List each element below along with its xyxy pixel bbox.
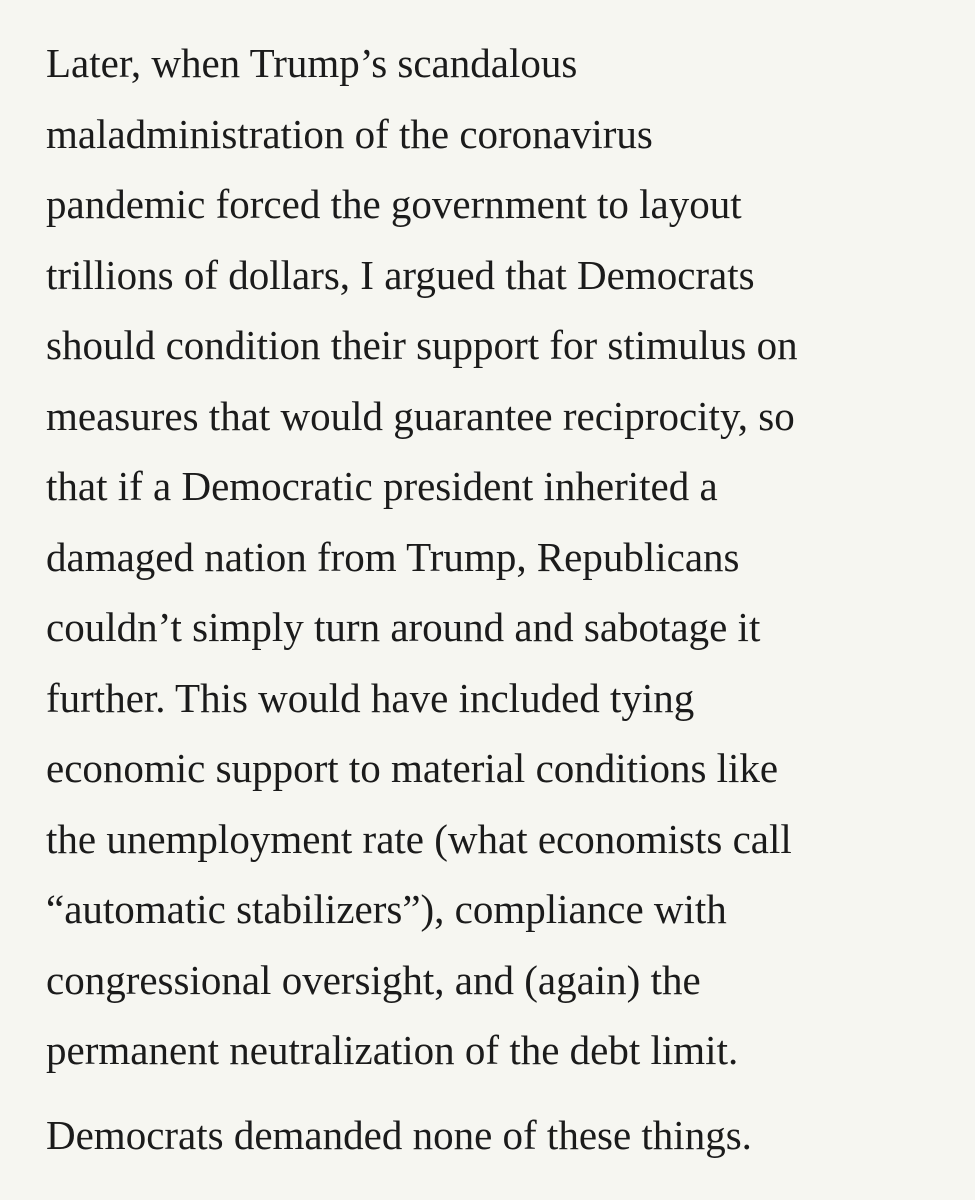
paragraph-1-line-11: economic support to material conditions like [46, 745, 779, 791]
paragraph-1-line-8: damaged nation from Trump, Republicans [46, 533, 740, 580]
paragraph-1-line-14: congressional oversight, and (again) the [46, 956, 701, 1003]
paragraph-1-line-9: couldn’t simply turn around and sabotage it [46, 604, 761, 650]
paragraph-1-line-1: Later, when Trump’s scandalous [46, 40, 578, 86]
paragraph-1-line-5: should condition their support for stimulus on [46, 322, 798, 368]
paragraph-1-line-10: further. This would have included tying [46, 674, 695, 721]
article-paragraph-1 [46, 28, 935, 1086]
paragraph-1-line-3: pandemic forced the government to layout [46, 181, 742, 227]
paragraph-1-line-15: permanent neutralization of the debt limit. [46, 1027, 739, 1073]
paragraph-1-line-13: “automatic stabilizers”), compliance with [46, 886, 727, 932]
paragraph-1-line-2: maladministration of the coronavirus [46, 110, 653, 157]
paragraph-1-line-7: that if a Democratic president inherited a [46, 463, 718, 509]
article-paragraph-2: Democrats demanded none of these things. [46, 1111, 752, 1158]
paragraph-1-line-6: measures that would guarantee reciprocity, so [46, 392, 795, 439]
paragraph-1-line-4: trillions of dollars, I argued that Democrats [46, 251, 755, 298]
paragraph-1-line-12: the unemployment rate (what economists call [46, 815, 792, 862]
